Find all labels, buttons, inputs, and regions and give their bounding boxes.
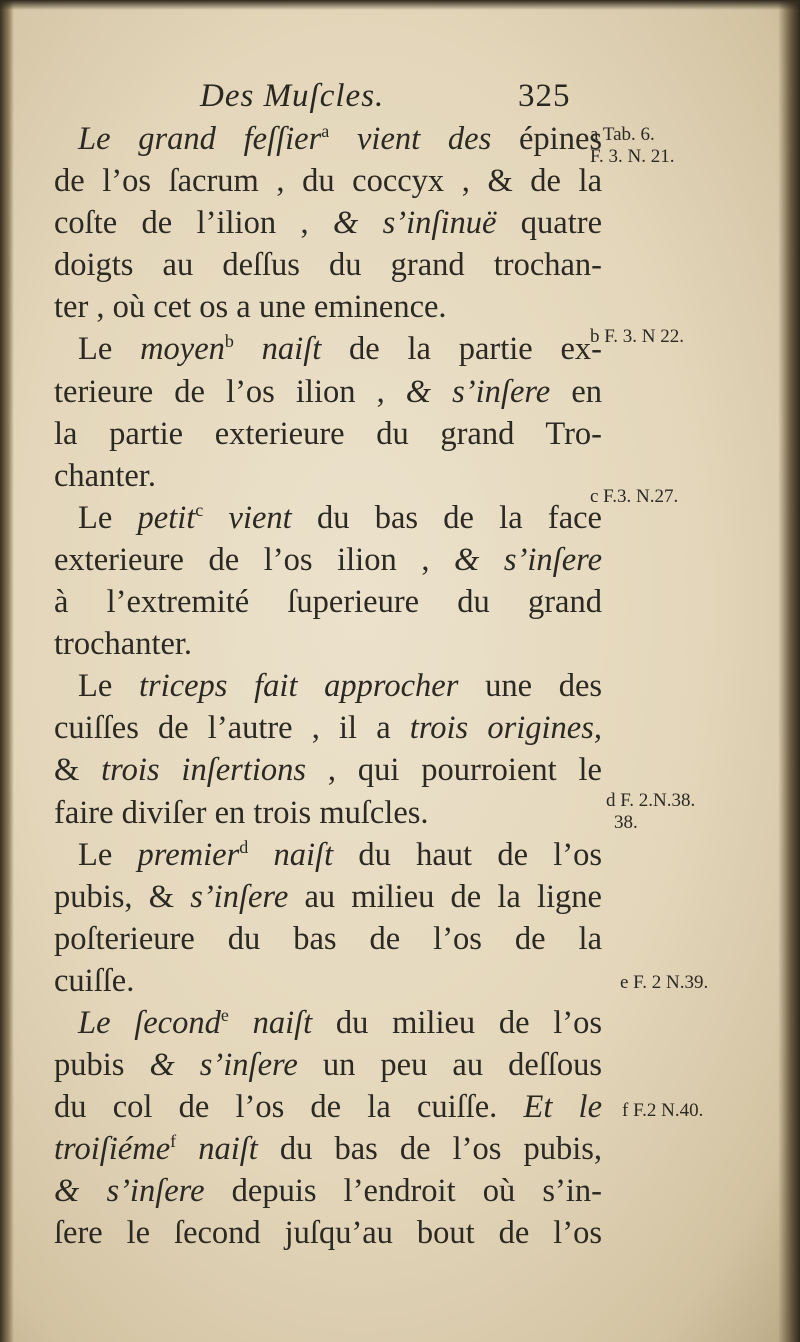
text-line bbox=[54, 539, 602, 581]
text-run: une des bbox=[458, 668, 603, 705]
italic-text: Et le bbox=[523, 1089, 603, 1126]
margin-note-e bbox=[620, 972, 800, 994]
text-line bbox=[54, 1044, 602, 1086]
text-line bbox=[54, 876, 602, 918]
italic-text: Le ſecond bbox=[78, 1004, 221, 1041]
text-run: Le bbox=[78, 668, 139, 705]
margin-note-e-line1: e F. 2 N.39. bbox=[620, 972, 709, 993]
text-run: ſere le ſecond juſqu’au bout de l’os bbox=[54, 1215, 602, 1252]
text-run: du milieu de l’os bbox=[312, 1004, 603, 1041]
italic-text: triceps fait approcher bbox=[138, 668, 459, 705]
italic-text: premier bbox=[137, 836, 240, 873]
text-run: faire diviſer en trois muſcles. bbox=[54, 794, 429, 831]
text-run: la partie exterieure du grand Tro- bbox=[54, 415, 602, 452]
text-line bbox=[54, 707, 602, 749]
text-line bbox=[54, 286, 602, 328]
text-line bbox=[54, 455, 602, 497]
page-number: 325 bbox=[518, 78, 571, 114]
italic-text: vient des bbox=[329, 121, 492, 157]
footnote-marker: b bbox=[224, 331, 234, 352]
margin-note-a-line2: F. 3. N. 21. bbox=[590, 146, 675, 167]
italic-text: troiſiéme bbox=[54, 1131, 171, 1168]
text-run: & bbox=[54, 752, 102, 789]
text-line bbox=[54, 244, 602, 286]
italic-text: & s’inſere bbox=[405, 373, 551, 410]
italic-text: & s’inſere bbox=[54, 1173, 205, 1210]
text-line bbox=[54, 581, 602, 623]
page-right-edge bbox=[778, 0, 800, 1342]
text-run: Le bbox=[78, 836, 138, 873]
text-run: un peu au deſſous bbox=[297, 1047, 602, 1084]
margin-note-c-line1: c F.3. N.27. bbox=[590, 486, 679, 507]
text-run: du bas de la face bbox=[291, 499, 602, 536]
italic-text: moyen bbox=[140, 331, 225, 368]
italic-text: naiſt bbox=[228, 1004, 313, 1041]
text-run: chanter. bbox=[54, 457, 156, 494]
text-run: pubis bbox=[54, 1047, 150, 1084]
text-run: de l’os ſacrum , du coccyx , & de la bbox=[54, 163, 602, 200]
text-run: , qui pourroient le bbox=[306, 752, 602, 789]
text-line bbox=[54, 834, 602, 876]
text-run: cuiſſe. bbox=[54, 962, 135, 999]
text-run: ter , où cet os a une eminence. bbox=[54, 289, 447, 326]
text-run: épines bbox=[491, 121, 603, 157]
text-line bbox=[54, 118, 602, 160]
margin-note-a-line1: a Tab. 6. bbox=[590, 124, 655, 145]
margin-note-d-line1: d F. 2.N.38. bbox=[606, 790, 696, 811]
text-run: du bas de l’os pubis, bbox=[257, 1131, 602, 1168]
text-line bbox=[54, 1170, 602, 1212]
text-line bbox=[54, 918, 602, 960]
text-line bbox=[54, 371, 602, 413]
footnote-marker: a bbox=[321, 121, 330, 141]
italic-text: & s’inſere bbox=[149, 1047, 298, 1084]
running-header bbox=[200, 78, 571, 115]
text-run: de la partie ex- bbox=[321, 331, 602, 368]
text-run: terieure de l’os ilion , bbox=[54, 373, 406, 410]
text-run: coſte de l’ilion , bbox=[54, 205, 333, 242]
margin-note-d bbox=[606, 790, 796, 834]
text-line bbox=[54, 792, 602, 834]
text-line bbox=[54, 328, 602, 370]
italic-text: & s’inſinuë bbox=[332, 205, 497, 242]
text-line bbox=[54, 665, 602, 707]
italic-text: trois origines, bbox=[409, 710, 602, 747]
italic-text: naiſt bbox=[248, 836, 334, 873]
footnote-marker: f bbox=[170, 1131, 177, 1152]
italic-text: vient bbox=[203, 499, 292, 536]
italic-text: naiſt bbox=[176, 1131, 258, 1168]
text-line bbox=[54, 413, 602, 455]
italic-text: trois inſertions bbox=[101, 752, 307, 789]
text-line bbox=[54, 960, 602, 1002]
text-run: pubis, & bbox=[54, 878, 191, 915]
body-text bbox=[54, 118, 602, 1255]
italic-text: Le grand feſſier bbox=[78, 121, 322, 157]
italic-text: s’inſere bbox=[190, 878, 289, 915]
text-run: en bbox=[550, 373, 602, 410]
text-run: à l’extremité ſuperieure du grand bbox=[54, 584, 602, 621]
text-line bbox=[54, 202, 602, 244]
page-top-edge bbox=[0, 0, 800, 10]
text-run: Le bbox=[78, 331, 141, 368]
text-line bbox=[54, 623, 602, 665]
text-line bbox=[54, 749, 602, 791]
footnote-marker: c bbox=[195, 499, 204, 520]
margin-note-c bbox=[590, 486, 780, 508]
text-run: du haut de l’os bbox=[333, 836, 603, 873]
margin-note-a bbox=[590, 124, 780, 168]
italic-text: & s’inſere bbox=[454, 541, 602, 578]
margin-note-f bbox=[622, 1100, 800, 1122]
text-line bbox=[54, 1212, 602, 1254]
footnote-marker: d bbox=[239, 836, 249, 857]
text-line bbox=[54, 1002, 602, 1044]
text-run: trochanter. bbox=[54, 626, 193, 663]
text-line bbox=[54, 1128, 602, 1170]
italic-text: naiſt bbox=[233, 331, 322, 368]
page-left-edge bbox=[0, 0, 14, 1342]
text-run: doigts au deſſus du grand trochan- bbox=[54, 247, 602, 284]
text-run: Le bbox=[78, 499, 138, 536]
text-run: depuis l’endroit où s’in- bbox=[204, 1173, 602, 1210]
italic-text: petit bbox=[137, 499, 196, 536]
margin-note-b-line1: b F. 3. N 22. bbox=[590, 326, 685, 347]
text-run: cuiſſes de l’autre , il a bbox=[54, 710, 410, 747]
text-line bbox=[54, 160, 602, 202]
margin-note-d-line2: 38. bbox=[614, 812, 638, 833]
margin-note-b bbox=[590, 326, 780, 348]
running-title: Des Muſcles. bbox=[200, 78, 385, 114]
text-run: quatre bbox=[496, 205, 603, 242]
margin-note-f-line1: f F.2 N.40. bbox=[622, 1100, 704, 1121]
text-run: exterieure de l’os ilion , bbox=[54, 541, 455, 578]
text-line bbox=[54, 1086, 602, 1128]
footnote-marker: e bbox=[220, 1004, 229, 1025]
text-line bbox=[54, 497, 602, 539]
text-run: au milieu de la ligne bbox=[288, 878, 602, 915]
text-run: poſterieure du bas de l’os de la bbox=[54, 920, 602, 957]
text-run: du col de l’os de la cuiſſe. bbox=[54, 1089, 524, 1126]
